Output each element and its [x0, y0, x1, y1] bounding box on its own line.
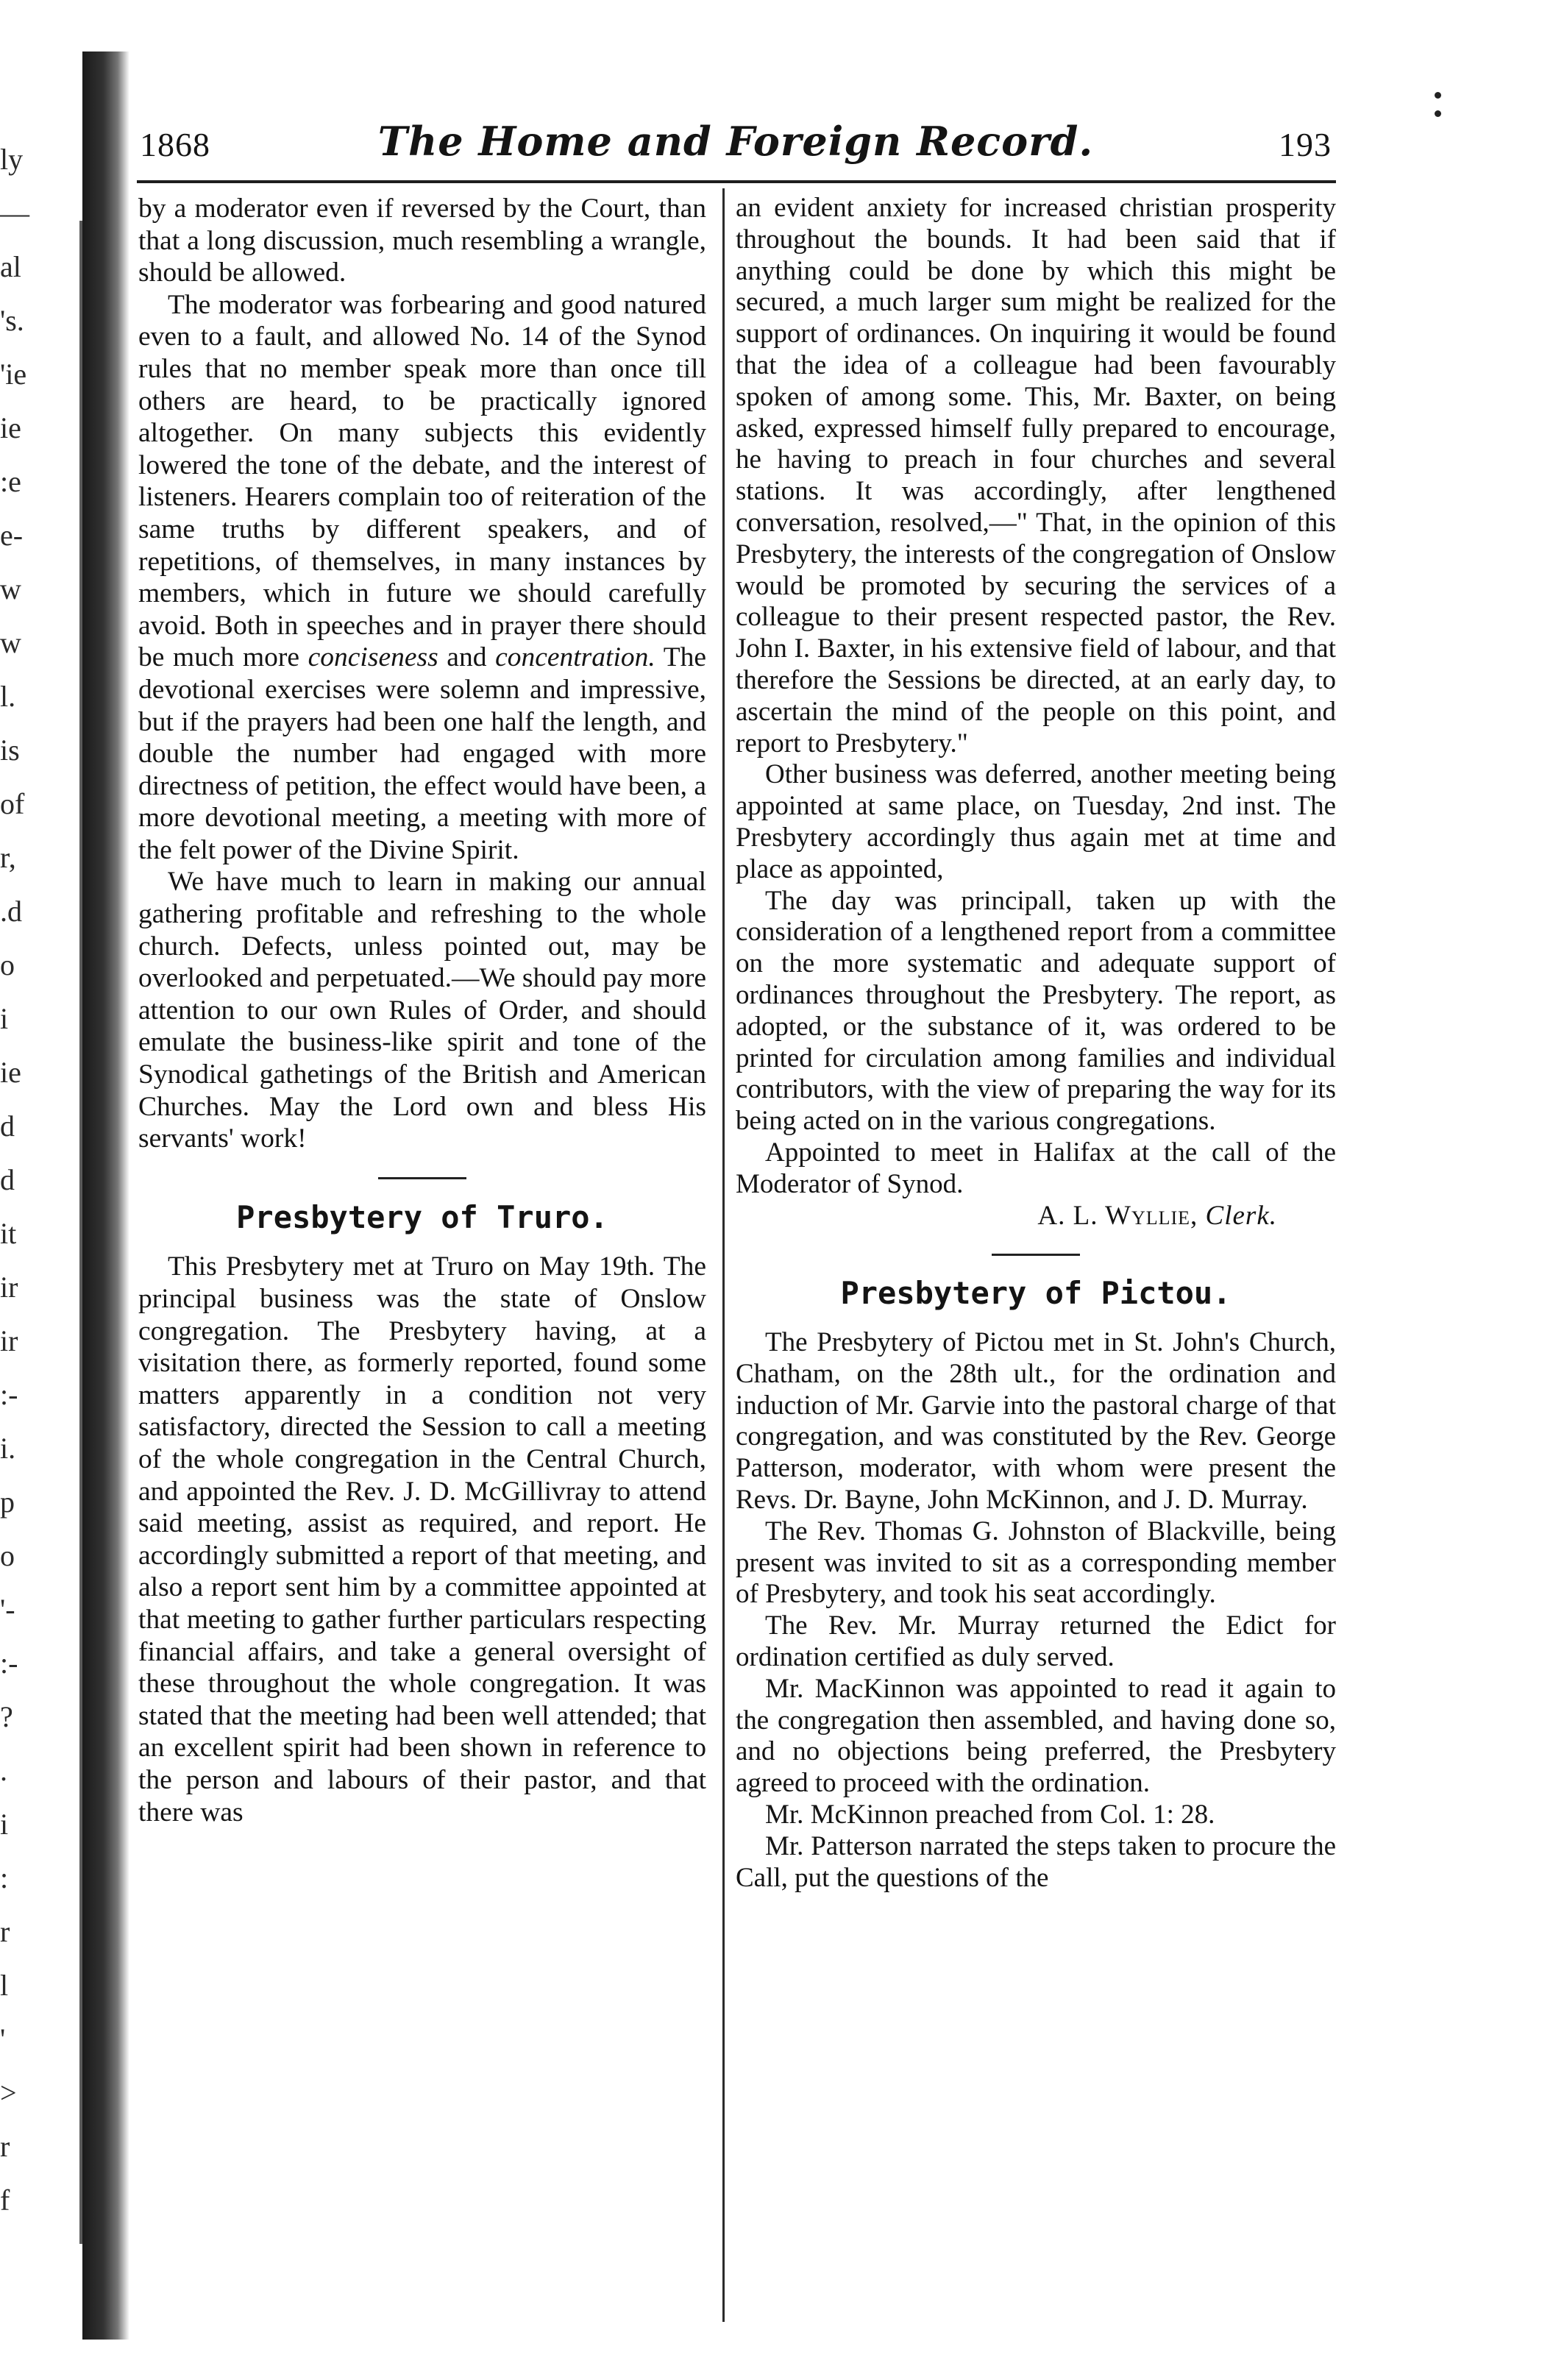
signature-name: A. L. Wyllie, [1037, 1200, 1198, 1231]
section-heading-truro: Presbytery of Truro. [236, 1198, 608, 1235]
section-separator [992, 1254, 1080, 1256]
bleed-fragment: of [0, 787, 25, 820]
bleed-fragment: f [0, 2184, 10, 2217]
bleed-fragment: r, [0, 841, 16, 874]
paragraph: This Presbytery met at Truro on May 19th. The principal business was the state of Onslow congregation. The Presbytery having, at a visitation there, as formerly reported, found some matters apparently in a condition not very satisfactory, directed the Session to call a meeting of the whole congregation in the Central Church, and appointed the Rev. J. D. McGillivray to attend said meeting, assist as required, and report. He accordingly submitted a report of that meeting, and also a report sent him by a committee appointed at that meeting to gather further particulars respecting financial affairs, and take a general oversight of these throughout the whole congregation. It was stated that the meeting had been well attended; that an excellent spirit had been shown in reference to the person and labours of their pastor, and that there was [138, 1251, 706, 1827]
bleed-fragment: r [0, 1915, 10, 1948]
bleed-fragment: ly [0, 143, 24, 176]
bleed-fragment: d [0, 1163, 15, 1196]
bleed-fragment: o [0, 948, 15, 981]
clerk-signature [736, 1201, 1336, 1232]
paragraph: The Presbytery of Pictou met in St. John's Church, Chatham, on the 28th ult., for the ordination and induction of Mr. Garvie into the pastoral charge of that congregation, and was constituted by the Rev. George Patterson, moderator, with whom were present the Revs. Dr. Bayne, John McKinnon, and J. D. Murray. [736, 1327, 1336, 1516]
paragraph: Mr. Patterson narrated the steps taken to procure the Call, put the questions of the [736, 1830, 1336, 1893]
bleed-fragment: ir [0, 1324, 18, 1357]
bleed-fragment: r [0, 2130, 10, 2163]
italic-text: concentration. [495, 642, 655, 673]
paragraph: Mr. McKinnon preached from Col. 1: 28. [765, 1800, 1215, 1830]
paragraph: We have much to learn in making our annual gathering profitable and refreshing to the whole church. Defects, unless pointed out, may be overlooked and perpetuated.—We should pay more attention to our own Rules of Order, and should emulate the business-like spirit and tone of the Synodical gathetings of the British and American Churches. May the Lord own and bless His servants' work! [138, 867, 706, 1154]
bleed-fragment: i. [0, 1432, 16, 1465]
bleed-fragment: l [0, 1969, 9, 2002]
bleed-fragment: e- [0, 519, 24, 552]
binding-gutter-shadow [82, 51, 129, 2340]
section-heading-pictou: Presbytery of Pictou. [840, 1275, 1232, 1312]
paragraph: an evident anxiety for increased christian prosperity throughout the bounds. It had been said that if anything could be done by which this might be secured, a much larger sum might be realized for the support of ordinances. On inquiring it would be found that the idea of a colleague had been favourably spoken of among some. This, Mr. Baxter, on being asked, expressed himself fully prepared to encourage, he having to preach in four churches and several stations. It was accordingly, after lengthened conversation, resolved,—" That, in the opinion of this Presbytery, the interests of the congregation of Onslow would be promoted by securing the services of a colleague to their present respected pastor, the Rev. John I. Baxter, in his extensive field of labour, and that therefore the Sessions be directed, at an early day, to ascertain the mind of the people on this point, and report to Presbytery." [736, 193, 1336, 759]
italic-text: conciseness [308, 642, 438, 673]
bleed-fragment: ir [0, 1271, 18, 1304]
bleed-fragment: 'ie [0, 358, 27, 391]
paragraph: by a moderator even if reversed by the Court, than that a long discussion, much resembling a wrangle, should be allowed. [138, 193, 706, 288]
bleed-fragment: o [0, 1539, 15, 1572]
page-number: 193 [1279, 126, 1332, 163]
bleed-fragment: . [0, 1754, 7, 1787]
header-year: 1868 [140, 126, 210, 163]
bleed-fragment: it [0, 1217, 17, 1250]
paragraph: Mr. MacKinnon was appointed to read it again to the congregation then assembled, and having done so, and no objections being preferred, the Presbytery agreed to proceed with the ordination. [736, 1673, 1336, 1799]
right-column [736, 193, 1336, 1894]
bleed-fragment: .d [0, 895, 22, 928]
bleed-fragment: w [0, 572, 21, 605]
section-separator [378, 1177, 466, 1179]
paragraph: The Rev. Mr. Murray returned the Edict for ordination certified as duly served. [736, 1610, 1336, 1673]
bleed-fragment: al [0, 250, 21, 283]
bleed-fragment: :e [0, 465, 21, 498]
paragraph: Other business was deferred, another meeting being appointed at same place, on Tuesday, 2nd inst. The Presbytery accordingly thus again met at time and place as appointed, [736, 759, 1336, 884]
header-title: The Home and Foreign Record. [377, 118, 1094, 165]
paragraph: The Rev. Thomas G. Johnston of Blackville, being present was invited to sit as a corresponding member of Presbytery, and took his seat accordingly. [736, 1516, 1336, 1610]
bleed-fragment: :- [0, 1647, 18, 1680]
signature-role: Clerk. [1205, 1200, 1277, 1231]
bleed-fragment: — [0, 196, 29, 230]
left-column [138, 193, 706, 1828]
paragraph: The day was principall, taken up with the consideration of a lengthened report from a committee on the more systematic and adequate support of ordinances throughout the Presbytery. The report, as adopted, or the substance of it, was ordered to be printed for circulation among families and individual contributors, with the view of preparing the way for its being acted on in the various congregations. [736, 885, 1336, 1137]
bleed-fragment: 's. [0, 304, 24, 337]
scan-speck [1435, 92, 1441, 99]
bleed-fragment: d [0, 1109, 15, 1143]
bleed-fragment: i [0, 1808, 9, 1841]
header-rule [137, 180, 1336, 183]
bleed-fragment: w [0, 626, 21, 659]
paragraph: Appointed to meet in Halifax at the call of the Moderator of Synod. [736, 1137, 1336, 1199]
bleed-fragment: '- [0, 1593, 15, 1626]
bleed-fragment: is [0, 733, 20, 767]
running-header [140, 118, 1332, 177]
bleed-fragment: :- [0, 1378, 18, 1411]
bleed-fragment: l. [0, 680, 16, 713]
bleed-fragment: : [0, 1861, 9, 1894]
paragraph: The moderator was forbearing and good natured even to a fault, and allowed No. 14 of the Synod rules that no member speak more than once till others are heard, to be practically ignored altogether. On many subjects this evidently lowered the tone of the debate, and the interest of listeners. Hearers complain too of reiteration of the same truths by different speakers, and of repetitions, of themselves, in many instances by members, which in future we should carefully avoid. Both in speeches and in prayer there should be much more conciseness and concentration. The devotional exercises were solemn and impressive, but if the prayers had been one half the length, and double the number had engaged with more directness of petition, the effect would have been, a more devotional meeting, a meeting with more of the felt power of the Divine Spirit. [138, 289, 706, 865]
scan-speck [1435, 110, 1441, 117]
bleed-fragment: ? [0, 1700, 13, 1733]
bleed-fragment: > [0, 2076, 17, 2109]
bleed-fragment: p [0, 1485, 15, 1518]
bleed-fragment: i [0, 1002, 9, 1035]
bleed-fragment: ie [0, 411, 21, 444]
bleed-fragment: ie [0, 1056, 21, 1089]
column-divider [722, 188, 725, 2322]
facing-page-bleed-through [0, 132, 68, 2217]
bleed-fragment: ' [0, 2022, 6, 2056]
